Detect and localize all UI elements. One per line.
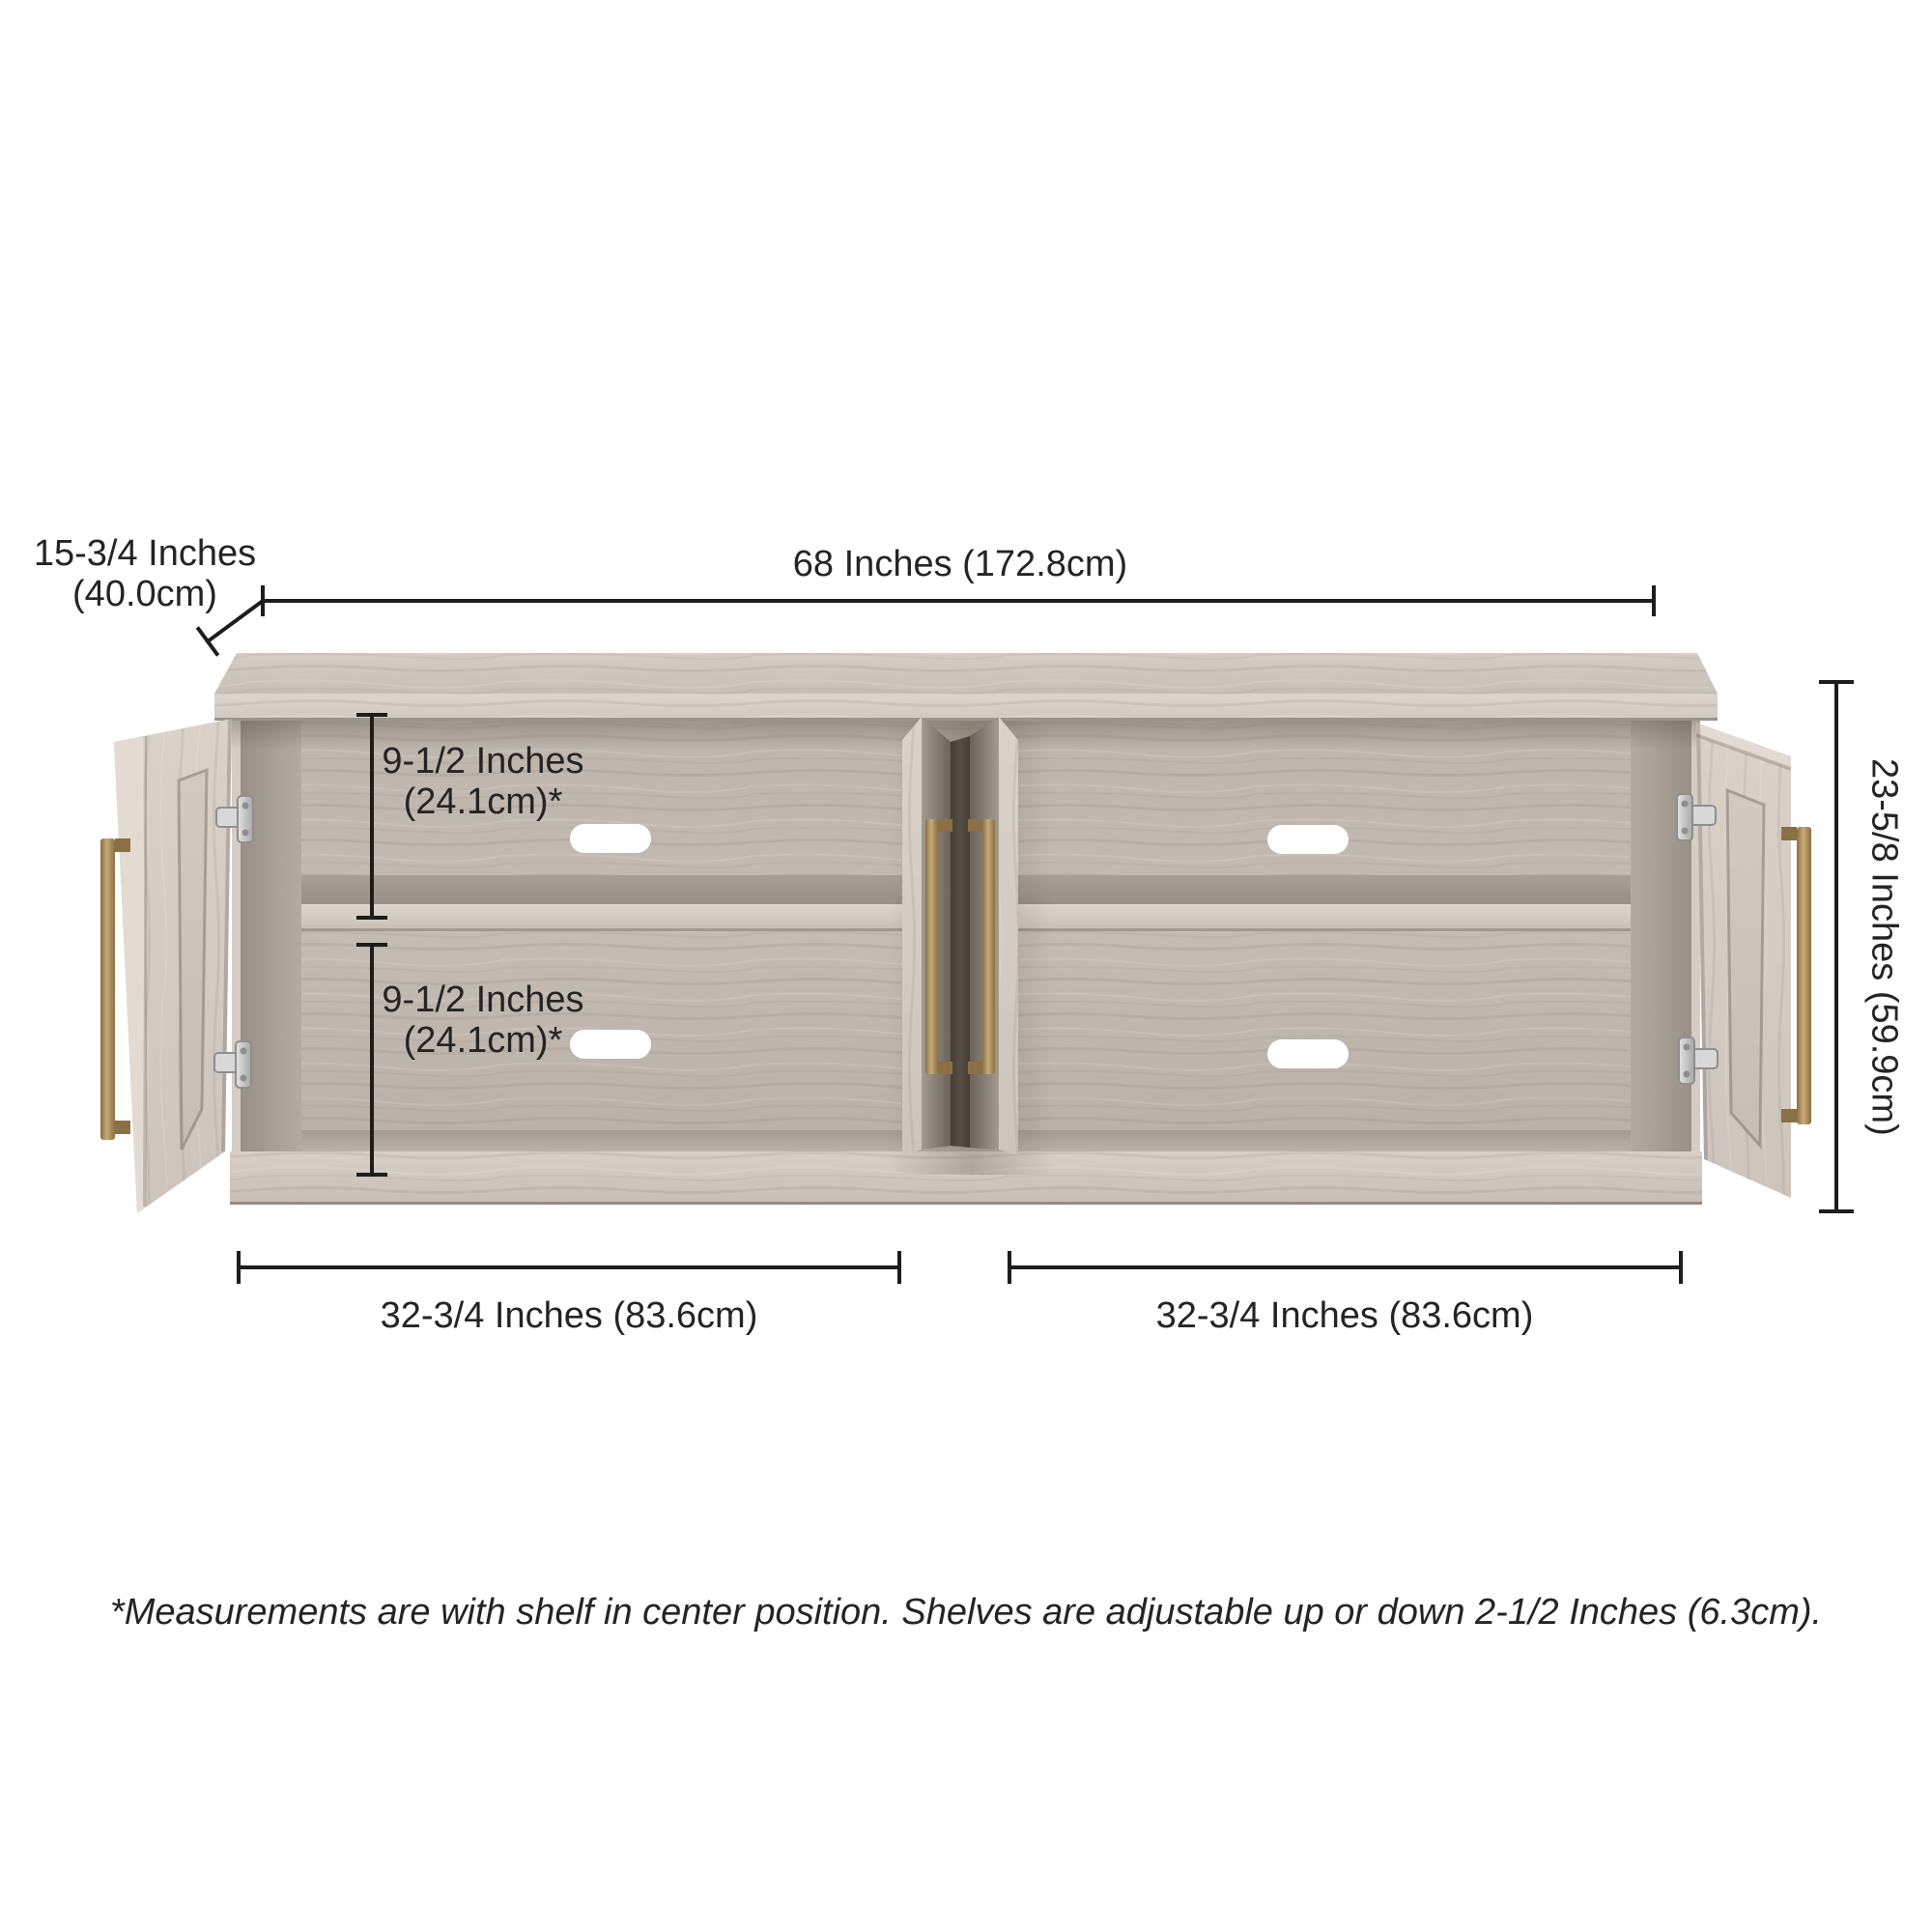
shelf-upper-dimension-label: 9-1/2 Inches (24.1cm)* bbox=[382, 741, 584, 822]
adjustable-shelf-left bbox=[301, 875, 904, 931]
cable-cutout bbox=[1267, 825, 1349, 854]
right-door bbox=[1696, 723, 1791, 1198]
height-dimension-label: 23-5/8 Inches (59.9cm) bbox=[1863, 757, 1905, 1136]
width-dimension-label: 68 Inches (172.8cm) bbox=[792, 544, 1128, 584]
depth-cm: (40.0cm) bbox=[72, 574, 217, 614]
left-compartment-width-label: 32-3/4 Inches (83.6cm) bbox=[380, 1295, 758, 1336]
measurement-footnote: *Measurements are with shelf in center position. Shelves are adjustable up or down 2-1/2 Inches (6.3cm). bbox=[109, 1592, 1823, 1633]
left-door bbox=[114, 719, 232, 1213]
cabinet-top bbox=[214, 653, 1718, 721]
cable-cutout bbox=[570, 824, 651, 853]
right-compartment-width-label: 32-3/4 Inches (83.6cm) bbox=[1155, 1295, 1534, 1336]
shelf-lower-dimension-label: 9-1/2 Inches (24.1cm)* bbox=[382, 980, 584, 1061]
adjustable-shelf-right bbox=[1012, 875, 1631, 931]
depth-inches: 15-3/4 Inches bbox=[33, 533, 257, 574]
center-doors bbox=[902, 717, 1018, 1155]
cable-cutout bbox=[1267, 1039, 1349, 1068]
depth-dimension-label bbox=[19, 533, 270, 614]
